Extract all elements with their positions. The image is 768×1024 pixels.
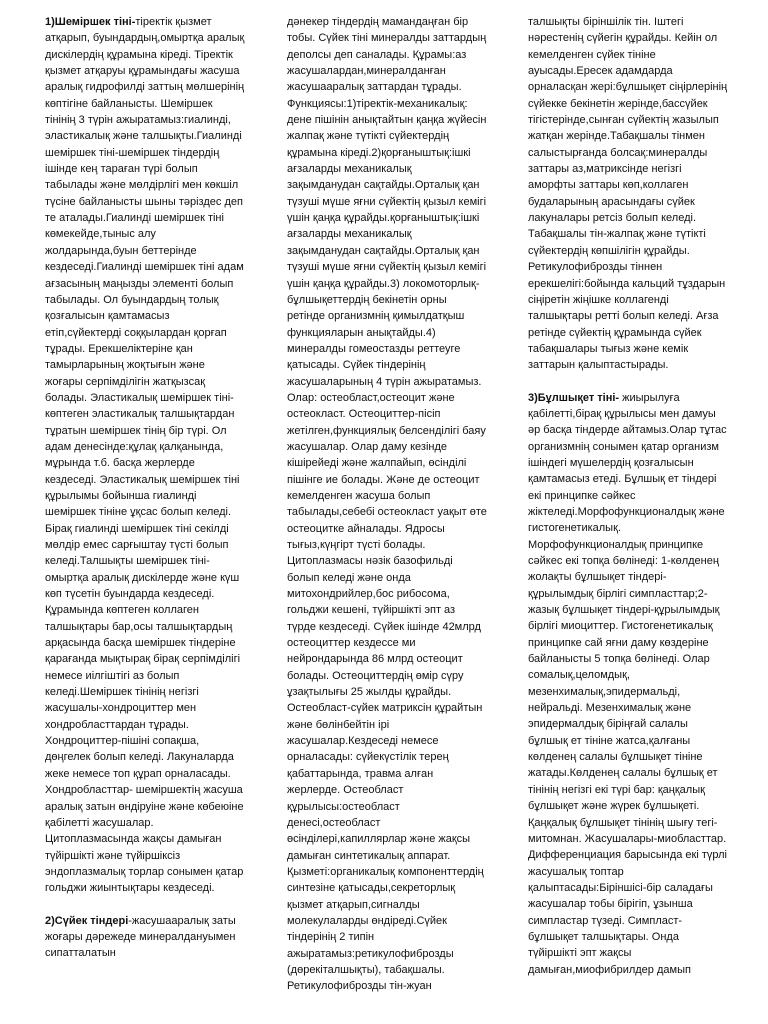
paragraph-bone-tissue-continued (287, 14, 487, 995)
paragraph-gap (528, 374, 728, 390)
text-column-1 (45, 14, 245, 1018)
paragraph-gap (45, 897, 245, 913)
paragraph-bone-tissue (45, 913, 245, 962)
paragraph-body: тіректік қызмет атқарып, буындардың,омыртқа аралық дискілердің құрамына кіреді. Тіректік қызмет атқаруы құрамындағы жасуша аралық гидрофилді заттың мөлшерінің көптігіне байланысты. Шеміршек тінінің 3 түрін ажыратамыз:гиалинді, эластикалық және талшықты.Гиалинді шеміршек тіні-шеміршек тіндердің ішінде кең тараған түрі болып табылады және мөлдірлігі мен көкшіл түсіне байланысты шыны тәрiздес деп те аталады.Гиалинді шеміршек тіні көмекейде,тыныс алу жолдарында,буын беттерінде кездеседі.Гиалинді шеміршек тіні адам ағзасының маңызды элементі болып табылады. Ол буындардың толық қозғалысын қамтамасыз етіп,сүйектерді соққылардан қорғап тұрады. Ерекшеліктеріне қан тамырларының жоқтығын және жоғары серпімділігін жатқызсақ болады. Эластикалық шеміршек тіні-көптеген эластикалық талшықтардан тұратын шеміршек тінің бір түрі. Ол адам денесінде:құлақ қалқанында, мұрында т.б. басқа жерлерде кездеседі. Эластикалық шеміршек тіні құрылымы бойынша гиалинді шеміршек тініне ұқсас болып келеді. Бірақ гиалинді шеміршек тіні секілді мөлдір емес сарғыштау түсті болып келеді.Талшықты шеміршек тіні- омыртқа аралық дискілерде және күш көп түсетін буындарда кездеседі. Құрамында көптеген коллаген талшықтары бар,осы талшықтардың арқасында басқа шеміршек тіндеріне қарағанда мықтырақ бірақ серпімділігі немесе иілгіштігі аз болып келеді.Шеміршек тінінің негізгі жасушалы-хондроциттер мен хондробласттардан тұрады. Хондроциттер-пішіні сопақша, дөңгелек болып келеді. Лакуналарда жеке немесе топ құрап орналасады. Хондробласттар- шеміршектің жасуша аралық затын өндіруіне және көбеюіне қабілетті жасушалар. Цитоплазмасында жақсы дамыған түйіршікті және түйіршіксіз эндоплазмалық торлар сонымен қатар гольджи жиынтықтары кездеседі. (45, 16, 245, 895)
paragraph-bone-tissue-end (528, 14, 728, 374)
paragraph-body: -жасушааралық заты жоғары дәрежеде минералдануымен сипатталатын (45, 914, 236, 960)
section-heading-bone: 2)Сүйек тіндері (45, 914, 129, 927)
paragraph-cartilage-tissue (45, 14, 245, 897)
paragraph-body: талшықты біріншілік тін. Іштегі нәрестенің сүйегін құрайды. Кейін ол кемелденген сүйек тініне ауысады.Ересек адамдарда орналасқан жері:бұлшықет сіңірлерінің сүйекке бекінетін жерінде,бассүйек тігістерінде,сынған сүйектің жазылып жатқан жерінде.Табақшалы тінмен салыстырғанда болсақ:минералды заттары аз,матриксінде негізгі аморфты заттары көп,коллаген будаларының арасындағы сүйек лакуналары ретсіз болып келеді. Табақшалы тін-жалпақ және түтікті сүйектердің көпшілігін құрайды. Ретикулофиброзды тіннен ерекшелігі:бойында кальций тұздарын сіңіретін жіңішке коллагенді талшықтары ретті болып келеді. Ағза ретінде сүйектің құрамында сүйек табақшалары тығыз және кемік заттарын қалыптастырады. (528, 16, 728, 372)
text-column-3 (528, 14, 728, 1018)
section-heading-muscle: 3)Бұлшықет тіні- (528, 391, 620, 404)
section-heading-cartilage: 1)Шеміршек тіні- (45, 16, 136, 28)
paragraph-body: жиырылуға қабілетті,бірақ құрылысы мен дамуы әр басқа тіндерде айтамыз.Олар тұтас организмнің сонымен қатар организм ішіндегі мүшелердің қозғалысын қамтамасыз етеді. Бұлшық ет тіндері екі принципке сәйкес жіктеледі.Морфофункционалдық және гистогенетикалық. Морфофункционалдық принципке сәйкес екі топқа бөлінеді: 1-көлденең жолақты бұлшықет тіндері-құрылымдық бірлігі симпласттар;2-жазық бұлшықет тіндері-құрылымдық бірлігі миоциттер. Гистогенетикалық принципке сай яғни даму көздеріне байланысты 5 топқа бөлінеді. Олар сомалық,целомдық, мезенхималық,эпидермальді, нейральді. Мезенхималық және эпидермалдық біріңғай салалы бұлшық ет тініне жатса,қалғаны көлденең салалы бұлшықет тініне жатады.Көлденең салалы бұлшық ет тінінің негізгі екі түрі бар: қаңқалық бұлшықет және жүрек бұлшықеті. Қаңқалық бұлшықет тінінің шығу тегі-митомнан. Жасушалары-миобласттар. Дифференциация барысында екі түрлі жасушалық топтар қалыптасады:Біріншісі-бір саладағы жасушалар тобы бірігіп, ұзынша симпластар түзеді. Симпласт-бұлшықет талшықтары. Онда түйіршікті эпт жақсы дамыған,миофибрилдер дамып (528, 391, 727, 976)
paragraph-body: дәнекер тіндердің мамандаңған бір тобы. Сүйек тіні минералды заттардың деполсы деп саналады. Құрамы:аз жасушалардан,минералданған жасушааралық заттардан тұрады. Функциясы:1)тіректік-механикалық: дене пішінін анықтайтын қаңқа жүйесін жалпақ және түтікті сүйектердің құрамына кіреді.2)қорғаныштық:ішкі ағзаларды механикалық зақымданудан сақтайды.Орталық қан түзуші мүше яғни сүйектің қызыл кемігі үшін қаңқа құрайды.қорғаныштық:ішкі ағзаларды механикалық зақымданудан сақтайды.Орталық қан түзуші мүше яғни сүйектің қызыл кемігі үшін қаңқа құрайды.3) локомоторлық-бұлшықеттердің бекінетін орны ретінде организмнің қимылдатқыш функцияларын анықтайды.4) минералды гомеостазды реттеуге қатысады. Сүйек тіндерінің жасушаларының 4 түрін ажыратамыз. Олар: остеобласт,остеоцит және остеокласт. Остеоциттер-пісіп жетілген,функциялық белсенділігі баяу жасушалар. Олар даму кезінде кішірейеді және жалпайып, өсінділі пішінге ие болады. Және де остеоцит кемелденген жасуша болып табылады,себебі остеокласт уақыт өте остеоцитке айналады. Ядросы тығыз,күңгірт түсті болады. Цитоплазмасы нәзік базофильді болып келеді және онда митохондрийлер,бос рибосома, гольджи кешені, түйіршікті эпт аз түрде кездеседі. Сүйек ішінде 42млрд остеоциттер кездессе ми нейрондарында 86 млрд остеоцит болады. Остеоциттердің өмір сүру ұзақтылығы 25 жылды құрайды. Остеобласт-сүйек матриксін құрайтын және бөлінбейтін ірі жасушалар.Кездеседі немесе орналасады: сүйекүстілік терең қабаттарында, травма алған жерлерде. Остеобласт құрылысы:остеобласт денесі,остеобласт өсінділері,капиллярлар және жақсы дамыған синтетикалық аппарат. Қызметі:органикалық компоненттердің синтезіне қатысады,секреторлық қызмет атқарып,сигналды молекулаларды өндіреді.Сүйек тіндерінің 2 типін ажыратамыз:ретикулофиброзды (дөрекіталшықты), табақшалы. Ретикулофиброзды тін-жуан (287, 16, 487, 993)
paragraph-muscle-tissue (528, 390, 728, 978)
text-column-2 (287, 14, 487, 1018)
